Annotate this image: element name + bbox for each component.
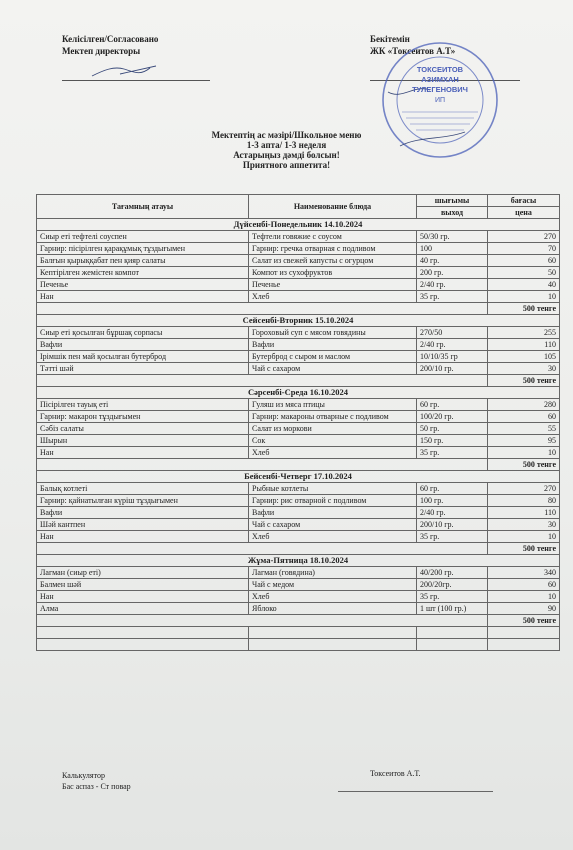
- dish-price: 40: [488, 279, 560, 291]
- empty-cell: [488, 627, 560, 639]
- table-row: [37, 231, 560, 243]
- dish-name-kz: Сәбіз салаты: [37, 423, 249, 435]
- col-header-output-kz: шығымы: [417, 195, 488, 207]
- dish-output: 2/40 гр.: [417, 339, 488, 351]
- table-row: [37, 519, 560, 531]
- dish-output: 270/50: [417, 327, 488, 339]
- dish-name-kz: Лагман (сиыр еті): [37, 567, 249, 579]
- dish-output: 10/10/35 гр: [417, 351, 488, 363]
- day-title: Бейсенбі-Четверг 17.10.2024: [37, 471, 560, 483]
- dish-output: 40 гр.: [417, 255, 488, 267]
- dish-price: 80: [488, 495, 560, 507]
- total-row: [37, 543, 560, 555]
- dish-output: 200/20гр.: [417, 579, 488, 591]
- day-header-row: [37, 315, 560, 327]
- dish-name-ru: Компот из сухофруктов: [249, 267, 417, 279]
- total-spacer: [37, 459, 488, 471]
- dish-price: 95: [488, 435, 560, 447]
- dish-name-ru: Чай с медом: [249, 579, 417, 591]
- menu-body: [37, 219, 560, 651]
- stamp-name-2: АЗИМХАН: [421, 75, 459, 84]
- dish-name-ru: Вафли: [249, 339, 417, 351]
- table-row: [37, 447, 560, 459]
- dish-name-ru: Салат из моркови: [249, 423, 417, 435]
- dish-price: 70: [488, 243, 560, 255]
- approval-block-left: [62, 33, 158, 57]
- table-row: [37, 579, 560, 591]
- cook-signature-line: [338, 791, 493, 792]
- table-row: [37, 531, 560, 543]
- empty-cell: [417, 627, 488, 639]
- stamp-name-1: ТОКСЕИТОВ: [416, 65, 464, 74]
- table-row: [37, 291, 560, 303]
- entrepreneur-label: ЖК «Токсеитов А.Т»: [370, 46, 456, 56]
- dish-price: 10: [488, 591, 560, 603]
- dish-price: 270: [488, 483, 560, 495]
- dish-output: 50/30 гр.: [417, 231, 488, 243]
- total-row: [37, 615, 560, 627]
- dish-output: 100/20 гр.: [417, 411, 488, 423]
- dish-output: 2/40 гр.: [417, 507, 488, 519]
- table-row: [37, 567, 560, 579]
- dish-output: 100 гр.: [417, 495, 488, 507]
- table-row: [37, 483, 560, 495]
- dish-name-kz: Гарнир: пісірілген қарақұмық тұздығымен: [37, 243, 249, 255]
- col-header-price-kz: бағасы: [488, 195, 560, 207]
- empty-row: [37, 627, 560, 639]
- dish-name-kz: Печенье: [37, 279, 249, 291]
- dish-name-ru: Сок: [249, 435, 417, 447]
- dish-name-ru: Хлеб: [249, 291, 417, 303]
- footer-right-name: Токсеитов А.Т.: [370, 769, 421, 778]
- dish-name-kz: Пісірілген тауық еті: [37, 399, 249, 411]
- empty-row: [37, 639, 560, 651]
- total-spacer: [37, 303, 488, 315]
- dish-name-ru: Гарнир: рис отварной с подливом: [249, 495, 417, 507]
- dish-output: 40/200 гр.: [417, 567, 488, 579]
- footer-left: [62, 770, 131, 792]
- dish-price: 90: [488, 603, 560, 615]
- dish-name-ru: Рыбные котлеты: [249, 483, 417, 495]
- dish-price: 60: [488, 579, 560, 591]
- dish-price: 60: [488, 411, 560, 423]
- dish-price: 340: [488, 567, 560, 579]
- dish-name-kz: Сиыр еті қосылған бұршақ сорпасы: [37, 327, 249, 339]
- table-row: [37, 363, 560, 375]
- dish-name-kz: Нан: [37, 531, 249, 543]
- day-header-row: [37, 387, 560, 399]
- table-row: [37, 351, 560, 363]
- title-line-1: Мектептің ас мәзірі/Школьное меню: [211, 130, 362, 140]
- head-cook-label: Бас аспаз - Ст повар: [62, 782, 131, 791]
- dish-name-ru: Чай с сахаром: [249, 519, 417, 531]
- table-row: [37, 435, 560, 447]
- dish-name-kz: Вафли: [37, 507, 249, 519]
- day-title: Дүйсенбі-Понедельник 14.10.2024: [37, 219, 560, 231]
- dish-output: 35 гр.: [417, 291, 488, 303]
- dish-name-ru: Гарнир: гречка отварная с подливом: [249, 243, 417, 255]
- dish-name-kz: Гарнир: қайнатылған күріш тұздығымен: [37, 495, 249, 507]
- dish-price: 110: [488, 339, 560, 351]
- dish-output: 150 гр.: [417, 435, 488, 447]
- dish-output: 100: [417, 243, 488, 255]
- dish-name-ru: Гарнир: макароны отварные с подливом: [249, 411, 417, 423]
- table-row: [37, 423, 560, 435]
- dish-name-ru: Печенье: [249, 279, 417, 291]
- table-row: [37, 279, 560, 291]
- total-spacer: [37, 375, 488, 387]
- empty-cell: [37, 639, 249, 651]
- dish-name-kz: Нан: [37, 447, 249, 459]
- day-total: 500 тенге: [488, 615, 560, 627]
- dish-name-kz: Балғын қырыққабат пен қияр салаты: [37, 255, 249, 267]
- dish-name-ru: Лагман (говядина): [249, 567, 417, 579]
- day-title: Сәрсенбі-Среда 16.10.2024: [37, 387, 560, 399]
- dish-name-kz: Балық котлеті: [37, 483, 249, 495]
- dish-name-ru: Хлеб: [249, 447, 417, 459]
- dish-name-ru: Хлеб: [249, 531, 417, 543]
- total-row: [37, 375, 560, 387]
- table-row: [37, 267, 560, 279]
- table-row: [37, 339, 560, 351]
- dish-output: 200/10 гр.: [417, 519, 488, 531]
- day-total: 500 тенге: [488, 375, 560, 387]
- school-director-label: Мектеп директоры: [62, 46, 141, 56]
- title-line-4: Приятного аппетита!: [242, 160, 331, 170]
- dish-name-ru: Чай с сахаром: [249, 363, 417, 375]
- dish-price: 55: [488, 423, 560, 435]
- empty-cell: [417, 639, 488, 651]
- table-row: [37, 327, 560, 339]
- dish-output: 35 гр.: [417, 531, 488, 543]
- day-total: 500 тенге: [488, 303, 560, 315]
- table-row: [37, 255, 560, 267]
- approve-label: Бекітемін: [370, 34, 410, 44]
- col-header-ru: Наименование блюда: [249, 195, 417, 219]
- dish-price: 10: [488, 291, 560, 303]
- table-row: [37, 243, 560, 255]
- dish-price: 105: [488, 351, 560, 363]
- col-header-price-ru: цена: [488, 207, 560, 219]
- day-total: 500 тенге: [488, 543, 560, 555]
- dish-name-kz: Шырын: [37, 435, 249, 447]
- menu-title: [0, 130, 573, 170]
- dish-price: 30: [488, 519, 560, 531]
- dish-name-ru: Гуляш из мяса птицы: [249, 399, 417, 411]
- dish-price: 10: [488, 531, 560, 543]
- dish-output: 60 гр.: [417, 483, 488, 495]
- dish-name-kz: Кептірілген жемістен компот: [37, 267, 249, 279]
- total-spacer: [37, 615, 488, 627]
- dish-name-kz: Балмен шәй: [37, 579, 249, 591]
- dish-output: 60 гр.: [417, 399, 488, 411]
- dish-output: 2/40 гр.: [417, 279, 488, 291]
- menu-table: [36, 194, 560, 651]
- dish-price: 10: [488, 447, 560, 459]
- dish-price: 110: [488, 507, 560, 519]
- dish-output: 200/10 гр.: [417, 363, 488, 375]
- table-row: [37, 411, 560, 423]
- dish-name-ru: Тефтели говяжие с соусом: [249, 231, 417, 243]
- empty-cell: [488, 639, 560, 651]
- day-title: Жұма-Пятница 18.10.2024: [37, 555, 560, 567]
- day-header-row: [37, 471, 560, 483]
- table-row: [37, 495, 560, 507]
- dish-name-kz: Нан: [37, 591, 249, 603]
- total-row: [37, 303, 560, 315]
- dish-price: 60: [488, 255, 560, 267]
- title-line-2: 1-3 апта/ 1-3 неделя: [246, 140, 327, 150]
- agreed-label: Келісілген/Согласовано: [62, 34, 159, 44]
- total-spacer: [37, 543, 488, 555]
- dish-name-kz: Ірімшік пен май қосылған бутерброд: [37, 351, 249, 363]
- day-header-row: [37, 219, 560, 231]
- dish-output: 200 гр.: [417, 267, 488, 279]
- title-line-3: Астарыңыз дәмді болсын!: [233, 150, 340, 160]
- calculator-label: Калькулятор: [62, 771, 105, 780]
- dish-name-kz: Алма: [37, 603, 249, 615]
- dish-name-ru: Гороховый суп с мясом говядины: [249, 327, 417, 339]
- stamp-name-3: ТУЛЕГЕНОВИЧ: [412, 85, 468, 94]
- dish-output: 35 гр.: [417, 591, 488, 603]
- dish-price: 255: [488, 327, 560, 339]
- dish-output: 1 шт (100 гр.): [417, 603, 488, 615]
- dish-name-ru: Салат из свежей капусты с огурцом: [249, 255, 417, 267]
- dish-name-ru: Яблоко: [249, 603, 417, 615]
- col-header-kz: Тағамның атауы: [37, 195, 249, 219]
- total-row: [37, 459, 560, 471]
- dish-output: 35 гр.: [417, 447, 488, 459]
- empty-cell: [37, 627, 249, 639]
- empty-cell: [249, 639, 417, 651]
- dish-name-kz: Нан: [37, 291, 249, 303]
- dish-name-kz: Гарнир: макарон тұздығымен: [37, 411, 249, 423]
- stamp-form: ИП: [434, 97, 446, 104]
- dish-price: 270: [488, 231, 560, 243]
- dish-name-kz: Тәтті шәй: [37, 363, 249, 375]
- table-row: [37, 507, 560, 519]
- dish-name-ru: Вафли: [249, 507, 417, 519]
- dish-name-kz: Вафли: [37, 339, 249, 351]
- dish-name-kz: Шәй кантпен: [37, 519, 249, 531]
- table-row: [37, 399, 560, 411]
- dish-price: 280: [488, 399, 560, 411]
- dish-price: 30: [488, 363, 560, 375]
- dish-output: 50 гр.: [417, 423, 488, 435]
- dish-name-kz: Сиыр еті тефтелі соуспен: [37, 231, 249, 243]
- dish-name-ru: Бутерброд с сыром и маслом: [249, 351, 417, 363]
- director-signature: [90, 60, 160, 82]
- table-row: [37, 591, 560, 603]
- col-header-output-ru: выход: [417, 207, 488, 219]
- day-total: 500 тенге: [488, 459, 560, 471]
- day-title: Сейсенбі-Вторник 15.10.2024: [37, 315, 560, 327]
- dish-price: 50: [488, 267, 560, 279]
- dish-name-ru: Хлеб: [249, 591, 417, 603]
- day-header-row: [37, 555, 560, 567]
- table-row: [37, 603, 560, 615]
- empty-cell: [249, 627, 417, 639]
